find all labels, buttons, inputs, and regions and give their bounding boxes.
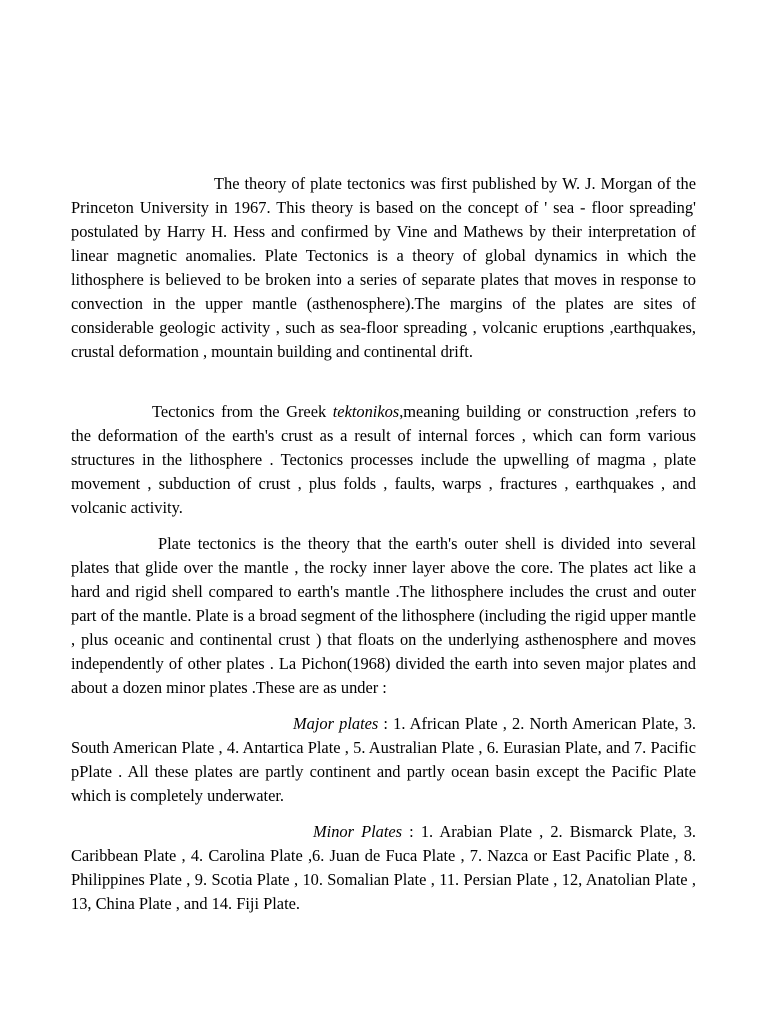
greek-term: tektonikos	[332, 402, 400, 421]
paragraph-major-plates	[71, 712, 696, 808]
minor-plates-list: : 1. Arabian Plate , 2. Bismarck Plate, 3. Caribbean Plate , 4. Carolina Plate ,6. Juan de Fuca Plate , 7. Nazca or East Pacific Plate , 8. Philippines Plate , 9. Scotia Plate , 10. Somalian Plate , 11. Persian Plate , 12, Anatolian Plate , 13, China Plate , and 14. Fiji Plate.	[71, 822, 696, 913]
paragraph-minor-plates	[71, 820, 696, 916]
major-plates-label: Major plates	[293, 714, 379, 733]
minor-plates-label: Minor Plates	[313, 822, 403, 841]
paragraph-tectonics-definition	[71, 400, 696, 520]
paragraph-plate-tectonics-history: The theory of plate tectonics was first published by W. J. Morgan of the Princeton University in 1967. This theory is based on the concept of ' sea - floor spreading' postulated by Harry H. Hess and confirmed by Vine and Mathews by their interpretation of linear magnetic anomalies. Plate Tectonics is a theory of global dynamics in which the lithosphere is believed to be broken into a series of separate plates that moves in response to convection in the upper mantle (asthenosphere).The margins of the plates are sites of considerable geologic activity , such as sea-floor spreading , volcanic eruptions ,earthquakes, crustal deformation , mountain building and continental drift.	[71, 174, 696, 361]
paragraph-2-lead: Tectonics from the Greek	[152, 402, 333, 421]
paragraph-2-rest: ,meaning building or construction ,refers to the deformation of the earth's crust as a result of internal forces , which can form various structures in the lithosphere . Tectonics processes include the upwelling of magma , plate movement , subduction of crust , plus folds , faults, warps , fractures , earthquakes , and volcanic activity.	[71, 402, 696, 517]
paragraph-plate-theory: Plate tectonics is the theory that the earth's outer shell is divided into several plates that glide over the mantle , the rocky inner layer above the core. The plates act like a hard and rigid shell compared to earth's mantle .The lithosphere includes the crust and outer part of the mantle. Plate is a broad segment of the lithosphere (including the rigid upper mantle , plus oceanic and continental crust ) that floats on the underlying asthenosphere and moves independently of other plates . La Pichon(1968) divided the earth into seven major plates and about a dozen minor plates .These are as under :	[71, 534, 696, 697]
major-plates-list: : 1. African Plate , 2. North American Plate, 3. South American Plate , 4. Antartica Plate , 5. Australian Plate , 6. Eurasian Plate, and 7. Pacific pPlate . All these plates are partly continent and partly ocean basin except the Pacific Plate which is completely underwater.	[71, 714, 696, 805]
